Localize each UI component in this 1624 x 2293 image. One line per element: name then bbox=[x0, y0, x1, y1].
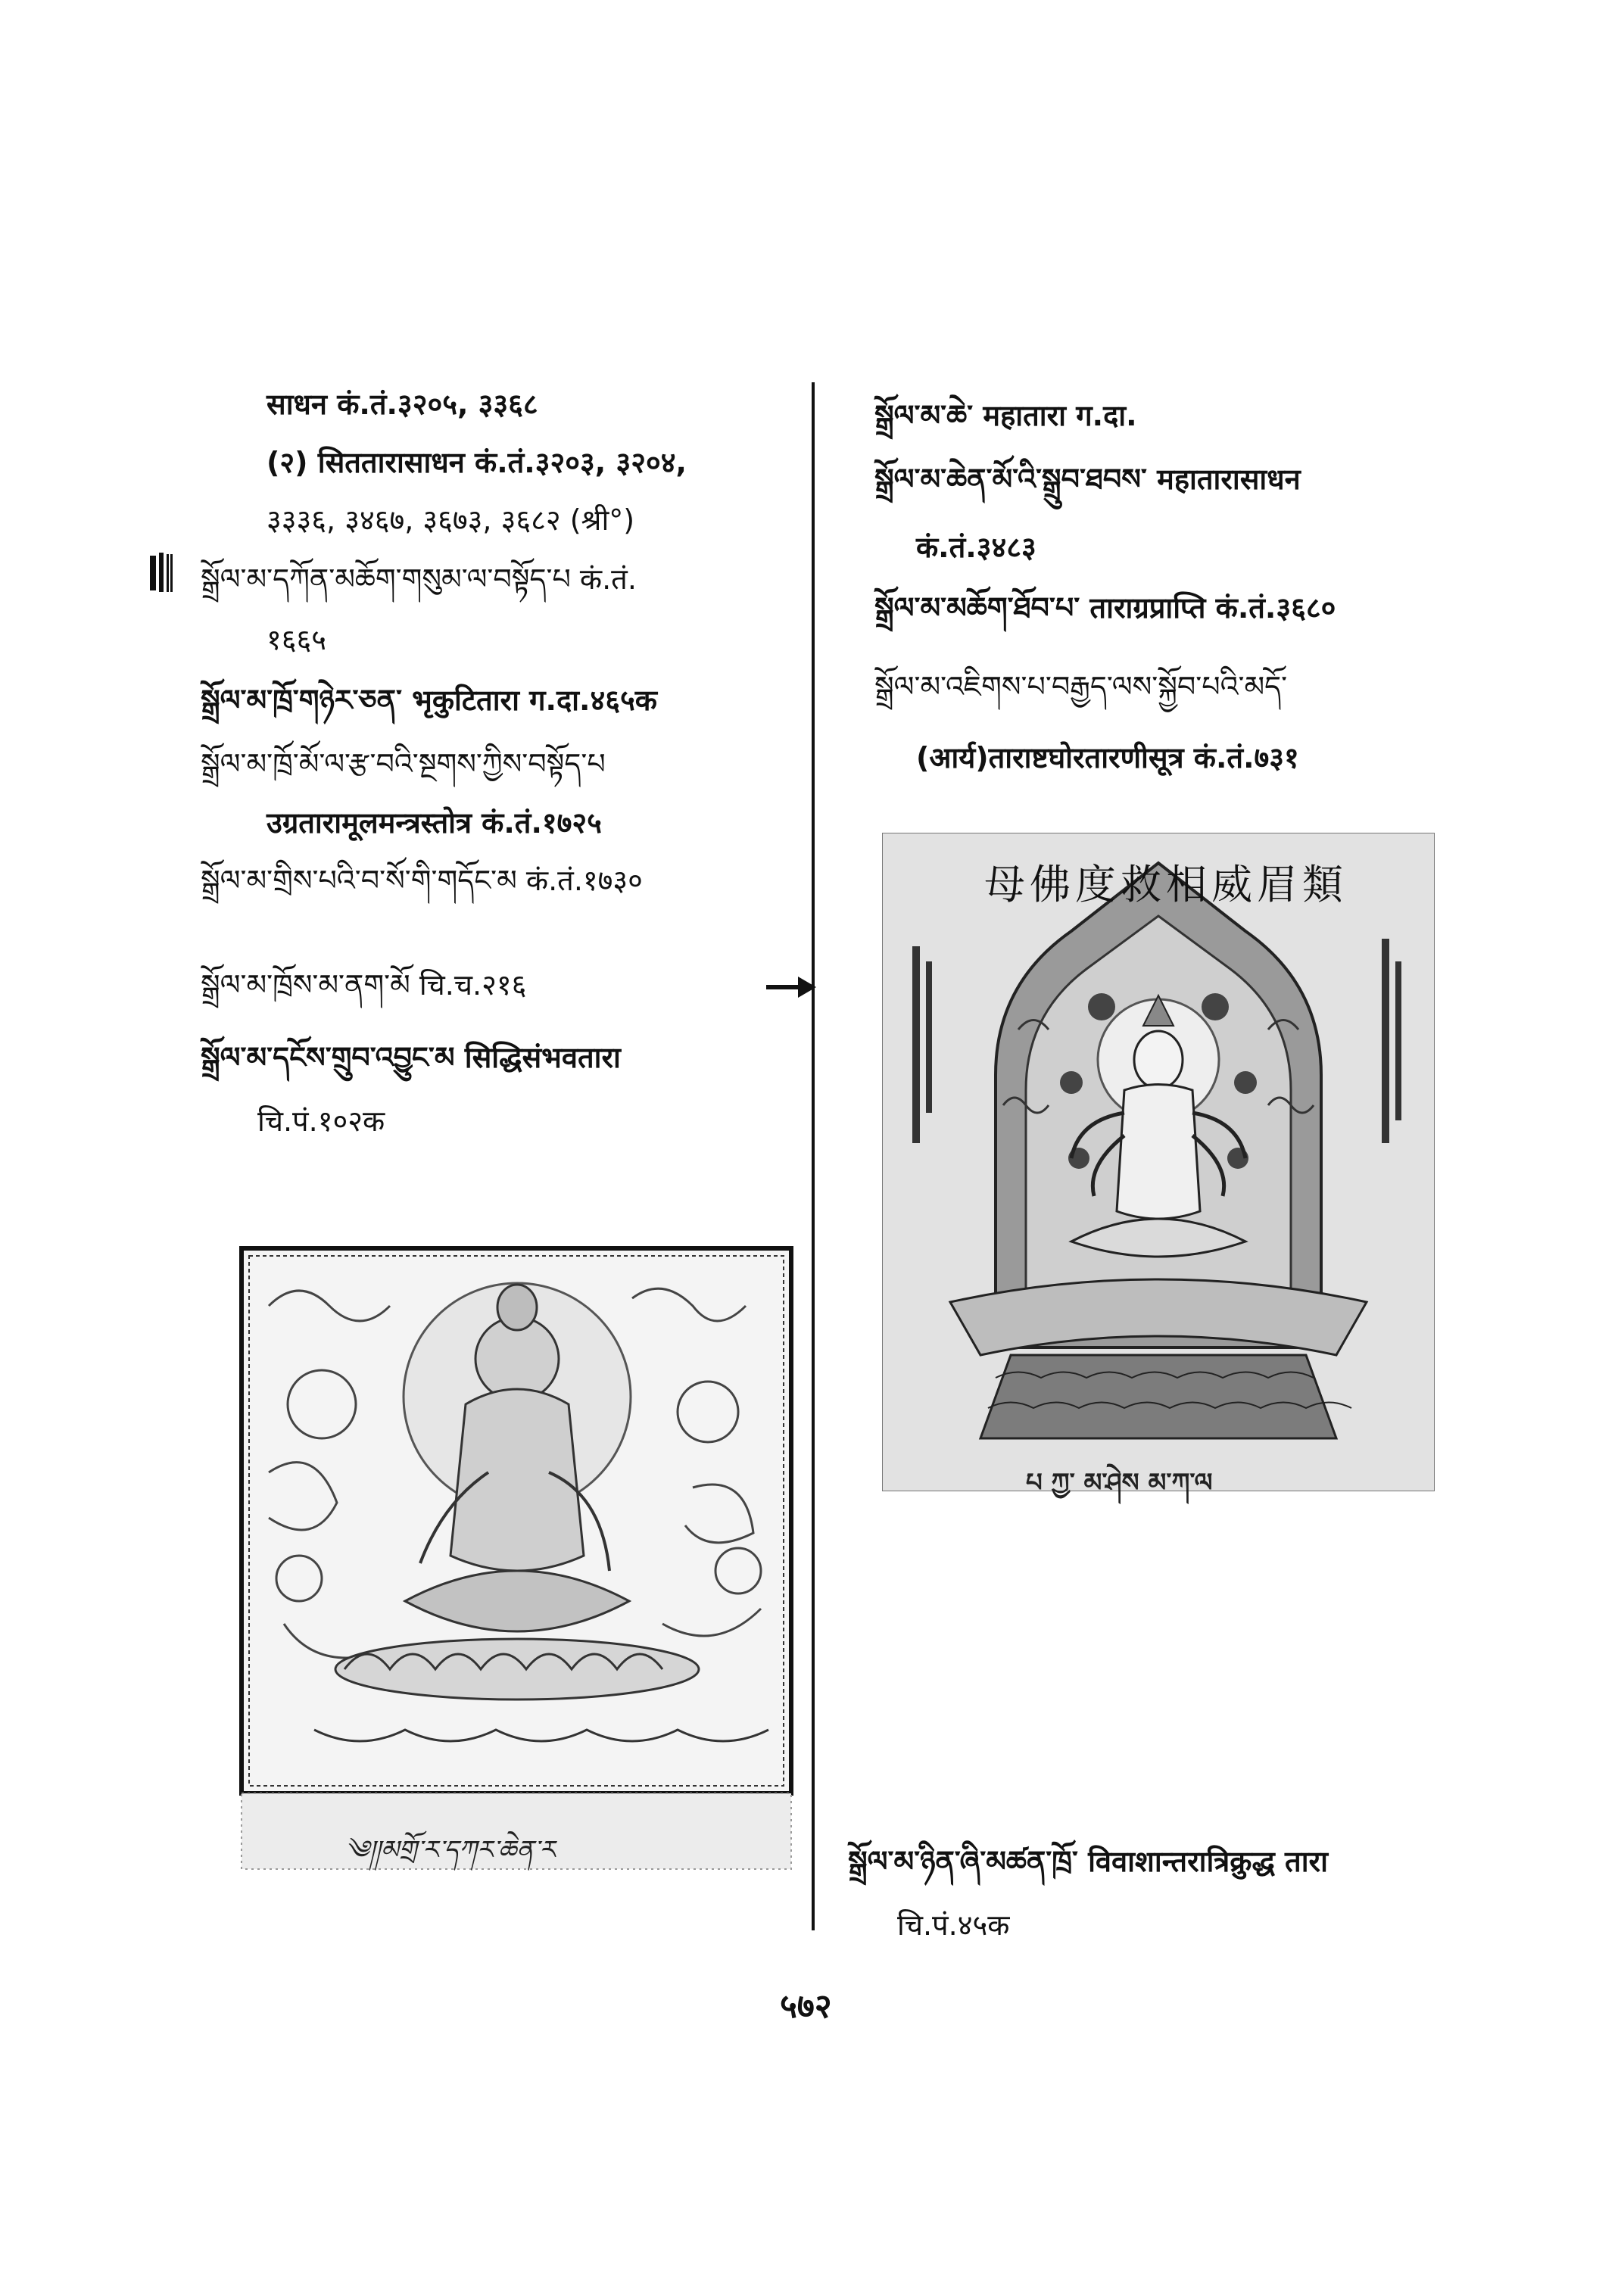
left-deity-woodcut bbox=[238, 1245, 795, 1874]
right-line-2: སྒྲོལ་མ་ཆེན་མོ་འི་སྒྲུབ་ཐབས་ महातारासाधन bbox=[874, 463, 1301, 496]
arrow-right-icon bbox=[765, 974, 818, 1001]
right-line-3: कं.तं.३४८३ bbox=[916, 531, 1036, 564]
page-number: ५७२ bbox=[780, 1987, 832, 2026]
left-line-10: སྒྲོལ་མ་ཁྲོས་མ་ནག་མོ चि.च.२१६ bbox=[201, 968, 527, 1002]
right-line-1: སྒྲོལ་མ་ཆེ་ महातारा ग.दा. bbox=[874, 399, 1137, 432]
left-line-6: སྒྲོལ་མ་ཁྲོ་གཉེར་ཅན་ भृकुटितारा ग.दा.४६५क bbox=[201, 684, 657, 717]
column-divider bbox=[812, 382, 815, 1930]
left-line-9: སྒྲོལ་མ་གྲིས་པའི་བ་སོ་གི་གདོང་མ कं.तं.१७३० bbox=[201, 864, 643, 897]
left-image-inscription: ༄།།མགྲོ་ར་དཀར་ཆེན་ར bbox=[344, 1835, 555, 1865]
left-line-1: साधन कं.तं.३२०५, ३३६८ bbox=[267, 388, 538, 421]
tara-shrine-print-image bbox=[882, 833, 1435, 1491]
right-image-inscription: པ ཀྱ་ མ་ཤེས མ་ཀ་ལ bbox=[1026, 1468, 1213, 1498]
left-line-3: ३३३६, ३४६७, ३६७३, ३६८२ (श्री°) bbox=[267, 503, 635, 537]
margin-marker-icon bbox=[148, 551, 174, 595]
right-line-7: སྒྲོལ་མ་ཉིན་ཞི་མཚན་ཁྲོ་ विवाशान्तरात्रिक्रुद्ध तारा bbox=[848, 1845, 1328, 1878]
left-line-5: १६६५ bbox=[267, 623, 327, 656]
right-line-4: སྒྲོལ་མ་མཆོག་ཐོབ་པ་ ताराग्रप्राप्ति कं.तं.३६८० bbox=[874, 591, 1336, 625]
left-line-8: उग्रतारामूलमन्त्रस्तोत्र कं.तं.१७२५ bbox=[267, 806, 602, 840]
left-line-11: སྒྲོལ་མ་དངོས་གྲུབ་འབྱུང་མ सिद्धिसंभवतारा bbox=[201, 1041, 621, 1074]
right-line-8: चि.पं.४५क bbox=[897, 1908, 1010, 1942]
green-tara-woodcut-image bbox=[238, 1245, 795, 1874]
left-line-7: སྒྲོལ་མ་ཁྲོ་མོ་ལ་རྩ་བའི་སྔགས་ཀྱིས་བསྟོད་པ bbox=[201, 747, 606, 780]
left-line-12: चि.पं.१०२क bbox=[257, 1104, 385, 1138]
right-deity-print bbox=[882, 833, 1435, 1498]
right-line-6: (आर्य)ताराष्टघोरतारणीसूत्र कं.तं.७३१ bbox=[916, 741, 1299, 774]
left-line-4: སྒྲོལ་མ་དཀོན་མཆོག་གསུམ་ལ་བསྟོད་པ कं.तं. bbox=[201, 562, 637, 596]
right-line-5: སྒྲོལ་མ་འཇིགས་པ་བརྒྱད་ལས་སྐྱོབ་པའི་མདོ་ bbox=[874, 670, 1288, 703]
left-line-2: (२) सिततारासाधन कं.तं.३२०३, ३२०४, bbox=[267, 446, 687, 479]
right-image-chinese-heading: 母佛度救相威眉類 bbox=[984, 861, 1348, 908]
